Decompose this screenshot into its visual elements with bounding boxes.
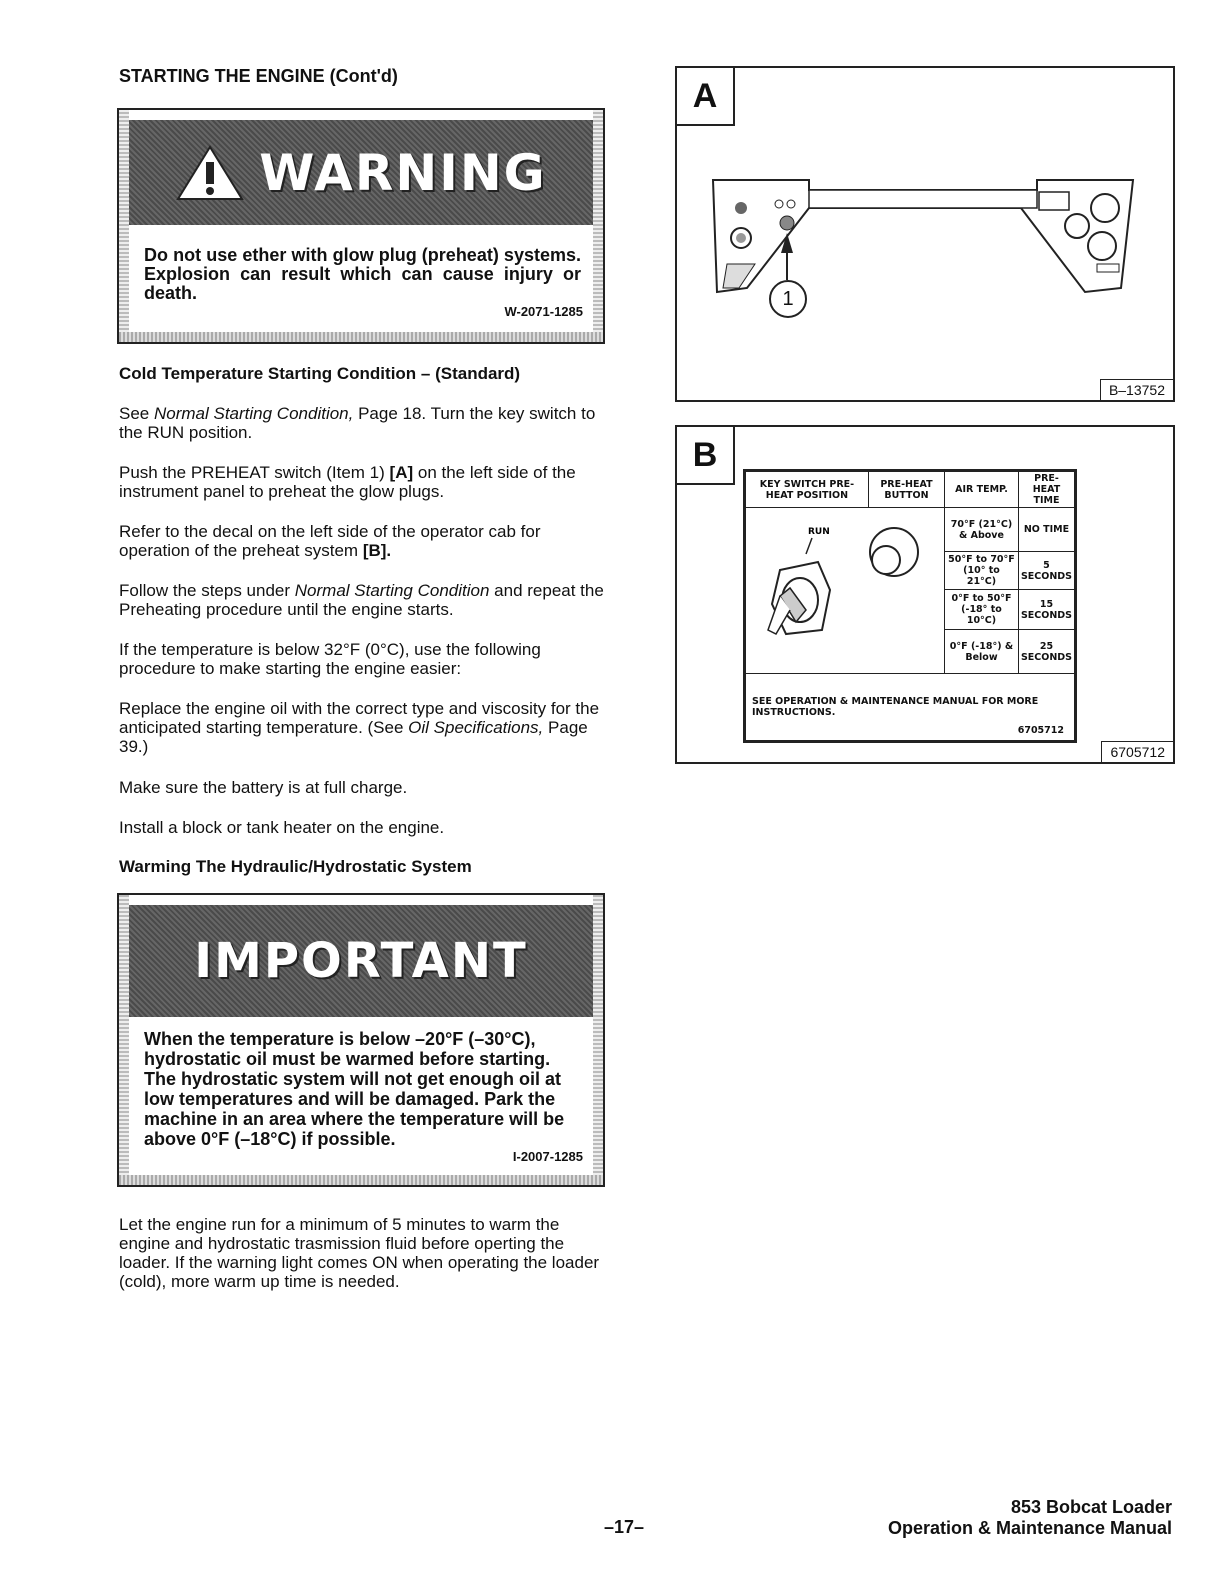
decal-temp-3: 0°F to 50°F (-18° to 10°C) [945, 590, 1019, 630]
decal-temp-1: 70°F (21°C) & Above [945, 508, 1019, 552]
warning-triangle-icon [175, 144, 245, 202]
manual-title [888, 1497, 1172, 1539]
warning-code: W-2071-1285 [504, 304, 583, 319]
important-header [129, 905, 593, 1017]
paragraph-5: If the temperature is below 32°F (0°C), use the following procedure to make starting the engine easier: [119, 640, 541, 678]
paragraph-7: Make sure the battery is at full charge. [119, 778, 408, 797]
figure-a-letter: A [677, 68, 735, 126]
decal-col-preheat-time: PRE-HEAT TIME [1018, 472, 1074, 508]
paragraph-2: Push the PREHEAT switch (Item 1) [A] on the left side of the instrument panel to preheat the glow plugs. [119, 463, 576, 501]
warning-header [129, 120, 593, 225]
important-box [117, 893, 605, 1187]
important-text: When the temperature is below –20°F (–30°C), hydrostatic oil must be warmed before starting. The hydrostatic system will not get enough oil at low temperatures and will be damaged. Park the machine in an area where the temperature will be above 0°F (–18°C) if possible. [144, 1029, 565, 1149]
run-label: RUN [808, 527, 830, 537]
paragraph-6: Replace the engine oil with the correct type and viscosity for the anticipated starting temperature. (See Oil Specifications, Page 39.) [119, 699, 600, 756]
manual-title-line-2: Operation & Maintenance Manual [887, 1518, 1172, 1538]
closing-paragraph: Let the engine run for a minimum of 5 minutes to warm the engine and hydrostatic trasmission fluid before operting the loader. If the warning light comes ON when operating the loader (cold), more warm up time is needed. [119, 1215, 600, 1291]
paragraph-3: Refer to the decal on the left side of the operator cab for operation of the preheat system [B]. [119, 522, 541, 560]
instrument-panel-illustration [677, 68, 1173, 400]
warning-box [117, 108, 605, 344]
page-number: –17– [604, 1517, 645, 1537]
decal-time-4: 25 SECONDS [1018, 630, 1074, 674]
figure-b [675, 425, 1175, 764]
decal-footer-code: 6705712 [1017, 725, 1064, 736]
important-code: I-2007-1285 [512, 1149, 583, 1164]
figure-a [675, 66, 1175, 402]
figure-b-ref: 6705712 [1101, 741, 1173, 762]
important-heading: IMPORTANT [194, 933, 528, 989]
cold-start-heading: Cold Temperature Starting Condition – (Standard) [119, 364, 521, 383]
decal-time-2: 5 SECONDS [1018, 552, 1074, 590]
decal-col-key-switch: KEY SWITCH PRE-HEAT POSITION [746, 472, 869, 508]
decal-time-3: 15 SECONDS [1018, 590, 1074, 630]
manual-title-line-1: 853 Bobcat Loader [1010, 1497, 1172, 1517]
warning-text: Do not use ether with glow plug (preheat) systems. Explosion can result which can cause injury or death. [144, 245, 581, 303]
warning-heading: WARNING [259, 143, 547, 202]
preheat-decal [743, 469, 1077, 743]
decal-temp-4: 0°F (-18°) & Below [945, 630, 1019, 674]
paragraph-1: See Normal Starting Condition, Page 18. Turn the key switch to the RUN position. [119, 404, 596, 442]
figure-a-ref: B–13752 [1100, 379, 1173, 400]
figure-b-letter: B [677, 427, 735, 485]
decal-temp-2: 50°F to 70°F (10° to 21°C) [945, 552, 1019, 590]
decal-footer: SEE OPERATION & MAINTENANCE MANUAL FOR MORE INSTRUCTIONS. [752, 696, 1039, 718]
paragraph-8: Install a block or tank heater on the engine. [119, 818, 445, 837]
decal-time-1: NO TIME [1018, 508, 1074, 552]
preheat-button-icon [858, 518, 938, 598]
warming-heading: Warming The Hydraulic/Hydrostatic System [119, 857, 472, 876]
decal-col-preheat-button: PRE-HEAT BUTTON [868, 472, 944, 508]
page-title: STARTING THE ENGINE (Cont'd) [119, 66, 398, 86]
decal-col-air-temp: AIR TEMP. [945, 472, 1019, 508]
binder-margin [0, 0, 50, 1584]
paragraph-4: Follow the steps under Normal Starting Condition and repeat the Preheating procedure until the engine starts. [119, 581, 604, 619]
callout-1: 1 [769, 280, 807, 318]
